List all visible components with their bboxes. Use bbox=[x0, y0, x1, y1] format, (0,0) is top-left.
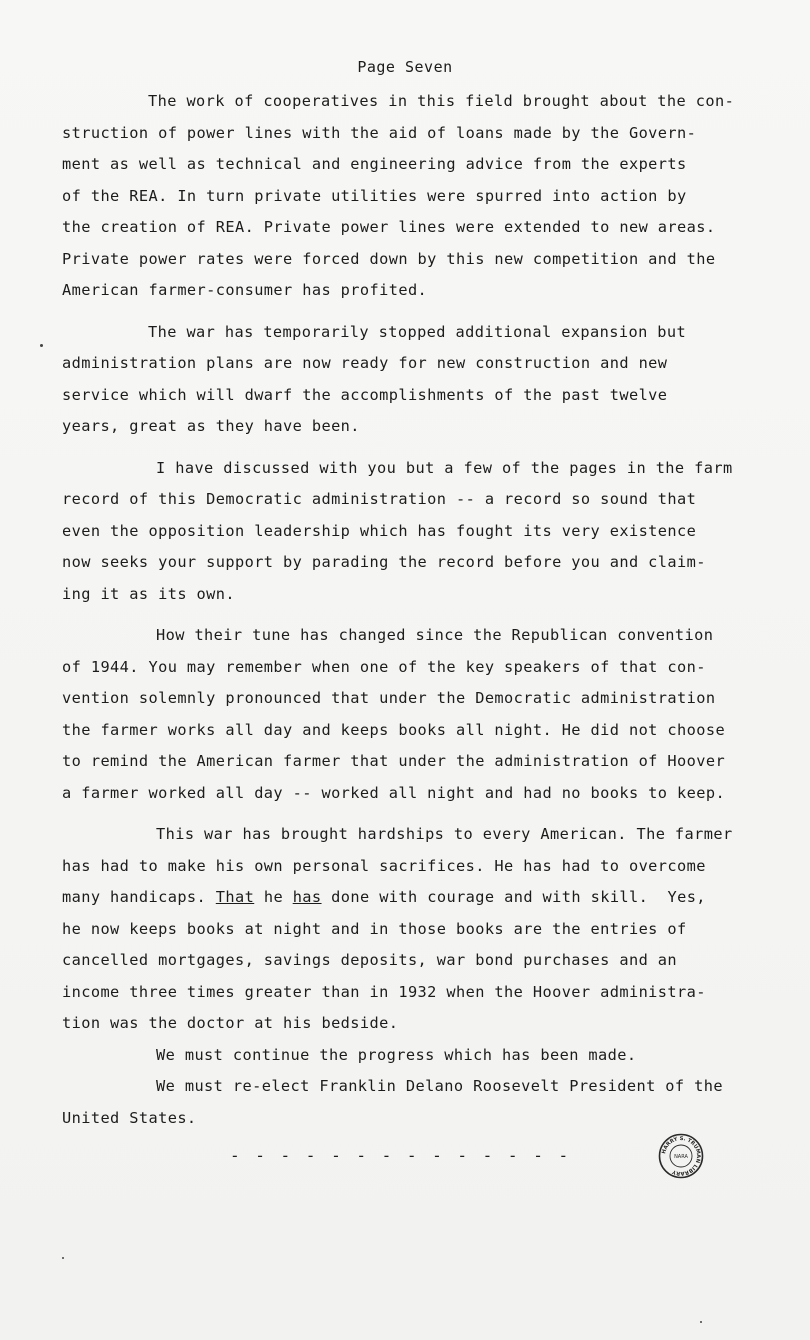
text-line: of the REA. In turn private utilities were spurred into action by bbox=[62, 186, 687, 205]
page-title: Page Seven bbox=[357, 58, 453, 76]
text-line: Private power rates were forced down by this new competition and the bbox=[62, 249, 716, 268]
text-line: record of this Democratic administration -- a record so sound that bbox=[62, 490, 697, 508]
end-rule: - - - - - - - - - - - - - - bbox=[230, 1146, 572, 1165]
text-line: to remind the American farmer that under the administration of Hoover bbox=[62, 752, 726, 770]
text-line: United States. bbox=[62, 1108, 197, 1127]
text-line: now seeks your support by parading the record before you and claim- bbox=[62, 553, 706, 571]
text-line: The work of cooperatives in this field brought about the con- bbox=[148, 92, 735, 110]
text-line: the creation of REA. Private power lines were extended to new areas. bbox=[62, 218, 716, 236]
text-line: even the opposition leadership which has fought its very existence bbox=[62, 521, 697, 540]
library-stamp bbox=[658, 1133, 704, 1179]
text-line: income three times greater than in 1932 when the Hoover administra- bbox=[62, 982, 706, 1001]
text-line: a farmer worked all day -- worked all night and had no books to keep. bbox=[62, 783, 726, 802]
text-line: American farmer-consumer has profited. bbox=[62, 281, 428, 299]
text-line: I have discussed with you but a few of the pages in the farm bbox=[156, 458, 733, 477]
stamp-center-text: NARA bbox=[674, 1154, 688, 1160]
text-line: The war has temporarily stopped additional expansion but bbox=[148, 322, 687, 341]
text-line: tion was the doctor at his bedside. bbox=[62, 1014, 399, 1032]
text-line-with-underline bbox=[62, 882, 762, 914]
stamp-ring-text: HARRY S. TRUMAN LIBRARY bbox=[661, 1135, 702, 1177]
text-line: service which will dwarf the accomplishments of the past twelve bbox=[62, 385, 668, 404]
underlined-word: That bbox=[215, 888, 255, 906]
document-body bbox=[62, 86, 762, 1134]
text-line: This war has brought hardships to every American. The farmer bbox=[156, 825, 733, 843]
text-line: We must continue the progress which has been made. bbox=[156, 1045, 637, 1064]
underlined-word: has bbox=[292, 888, 322, 906]
text-line: administration plans are now ready for new construction and new bbox=[62, 354, 668, 372]
text-line: the farmer works all day and keeps books all night. He did not choose bbox=[62, 720, 726, 739]
text-line: struction of power lines with the aid of loans made by the Govern- bbox=[62, 123, 697, 142]
text-line: years, great as they have been. bbox=[62, 417, 360, 435]
text-line: he now keeps books at night and in those books are the entries of bbox=[62, 919, 687, 938]
text-line: ing it as its own. bbox=[62, 584, 235, 603]
text-line: vention solemnly pronounced that under the Democratic administration bbox=[62, 689, 716, 707]
text-line: We must re-elect Franklin Delano Roosevelt President of the bbox=[156, 1077, 723, 1095]
text-line: has had to make his own personal sacrifices. He has had to overcome bbox=[62, 856, 706, 875]
text-fragment: done with courage and with skill. Yes, bbox=[321, 888, 706, 906]
text-fragment: many handicaps. bbox=[62, 888, 207, 906]
text-line: ment as well as technical and engineering advice from the experts bbox=[62, 155, 687, 173]
text-line: cancelled mortgages, savings deposits, war bond purchases and an bbox=[62, 951, 678, 969]
text-line: How their tune has changed since the Republican convention bbox=[156, 626, 714, 644]
text-line: of 1944. You may remember when one of the key speakers of that con- bbox=[62, 657, 706, 676]
text-fragment: he bbox=[254, 888, 293, 906]
